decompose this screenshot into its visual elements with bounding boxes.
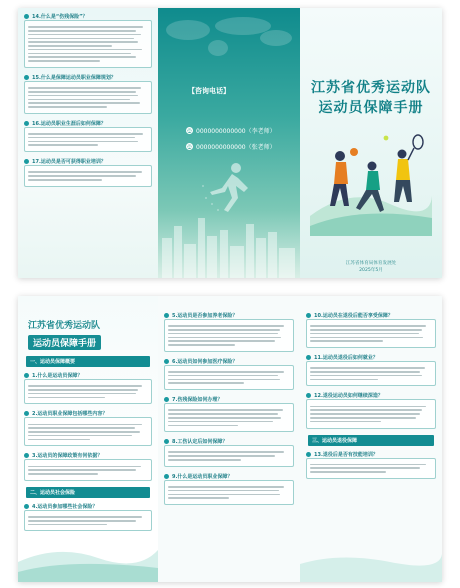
faq-block-8 [164, 438, 294, 467]
inside-right-panel [300, 296, 442, 582]
faq-answer [164, 403, 294, 432]
faq-answer [24, 379, 152, 404]
world-map-graphic [158, 8, 300, 68]
bullet-icon [164, 439, 169, 444]
faq-block-11 [306, 354, 436, 386]
bullet-icon [306, 355, 311, 360]
inside-left-panel [18, 296, 158, 582]
bullet-icon [24, 121, 29, 126]
bullet-icon [306, 452, 311, 457]
faq-answer [306, 319, 436, 348]
faq-answer [24, 81, 152, 114]
phone-icon: ☎ [186, 143, 193, 150]
faq-answer [24, 417, 152, 446]
faq-block-1 [24, 372, 152, 404]
outside-middle-panel [158, 8, 300, 278]
faq-question: 2.运动员职业保障包括哪些内容？ [32, 411, 108, 418]
faq-answer [24, 510, 152, 532]
faq-answer [306, 399, 436, 428]
bullet-icon [164, 474, 169, 479]
cover-date: 2025年5月 [359, 268, 383, 273]
faq-block-3 [24, 452, 152, 481]
faq-question: 5.运动员是否参加养老保险？ [172, 313, 238, 319]
faq-question: 10.运动员在退役后能否享受保障？ [314, 313, 393, 319]
bullet-icon [24, 14, 29, 19]
athletes-illustration [310, 126, 432, 236]
phone-number: 0000000000000（张老师） [196, 144, 276, 151]
section-heading: 二、运动员社会保险 [26, 487, 150, 498]
phone-icon: ☎ [186, 127, 193, 134]
faq-answer [306, 361, 436, 386]
brochure-inside-sheet [18, 296, 442, 582]
section-heading: 三、运动员退役保障 [308, 435, 434, 446]
inside-header-line-1: 江苏省优秀运动队 [28, 321, 101, 331]
faq-question: 17.运动员是否可获得职业培训？ [32, 159, 106, 166]
inside-header-line-2: 运动员保障手册 [28, 335, 101, 350]
faq-answer [24, 165, 152, 187]
faq-block-14 [24, 13, 152, 68]
bullet-icon [24, 75, 29, 80]
faq-block-10 [306, 312, 436, 348]
decorative-wave [300, 532, 442, 582]
faq-question: 6.运动员如何参加医疗保险？ [172, 358, 238, 365]
faq-answer [24, 459, 152, 481]
faq-question: 11.运动员退役后如何就业？ [314, 355, 378, 362]
faq-block-17 [24, 158, 152, 187]
faq-question: 14.什么是“伤残保险”？ [32, 14, 88, 20]
contact-title: 【咨询电话】 [188, 87, 230, 95]
faq-answer [306, 458, 436, 480]
cover-panel [300, 8, 442, 278]
section-heading: 一、运动员保障概要 [26, 356, 150, 367]
faq-answer [164, 480, 294, 505]
faq-answer [24, 20, 152, 68]
faq-question: 3.运动员的保障政策有何依据？ [32, 453, 103, 460]
bullet-icon [24, 453, 29, 458]
inside-middle-panel [158, 296, 300, 582]
bullet-icon [164, 359, 169, 364]
bullet-icon [24, 159, 29, 164]
brochure-outside-sheet [18, 8, 442, 278]
city-skyline-graphic [158, 208, 300, 278]
faq-block-2 [24, 410, 152, 446]
faq-question: 1.什么是运动员保障？ [32, 373, 83, 379]
faq-question: 13.退役后是否有技能培训？ [314, 451, 378, 458]
faq-block-16 [24, 120, 152, 152]
cover-title-line-2: 运动员保障手册 [318, 100, 424, 116]
faq-block-9 [164, 473, 294, 505]
phone-line-2 [186, 142, 276, 151]
faq-answer [164, 445, 294, 467]
cover-title [300, 78, 442, 118]
faq-answer [164, 365, 294, 390]
faq-block-13 [306, 451, 436, 480]
bullet-icon [24, 373, 29, 378]
faq-question: 7.伤残保险如何办理？ [172, 397, 223, 404]
cover-title-line-1: 江苏省优秀运动队 [311, 80, 431, 96]
faq-block-4 [24, 503, 152, 532]
bullet-icon [164, 313, 169, 318]
bullet-icon [24, 504, 29, 509]
faq-question: 12.退役运动员如何继续深造？ [314, 393, 383, 400]
faq-answer [24, 127, 152, 152]
faq-answer [164, 319, 294, 352]
cover-organization: 江苏省体育局体育发展处 [345, 261, 397, 266]
faq-block-5 [164, 312, 294, 352]
faq-question: 15.什么是保障运动员职业保障规划？ [32, 75, 116, 81]
faq-block-12 [306, 392, 436, 428]
phone-number: 0000000000000（李老师） [196, 128, 276, 135]
faq-question: 4.运动员参加哪些社会保险？ [32, 503, 98, 510]
phone-line-1 [186, 126, 276, 135]
decorative-wave [18, 532, 158, 582]
faq-block-15 [24, 74, 152, 114]
bullet-icon [164, 397, 169, 402]
faq-question: 8.工伤认定后如何保障？ [172, 439, 228, 446]
faq-block-7 [164, 396, 294, 432]
bullet-icon [306, 393, 311, 398]
outside-left-panel [18, 8, 158, 278]
faq-question: 16.运动员职业生涯后如何保障？ [32, 120, 106, 127]
faq-question: 9.什么是运动员职业保障？ [172, 473, 233, 480]
bullet-icon [24, 411, 29, 416]
faq-block-6 [164, 358, 294, 390]
bullet-icon [306, 313, 311, 318]
